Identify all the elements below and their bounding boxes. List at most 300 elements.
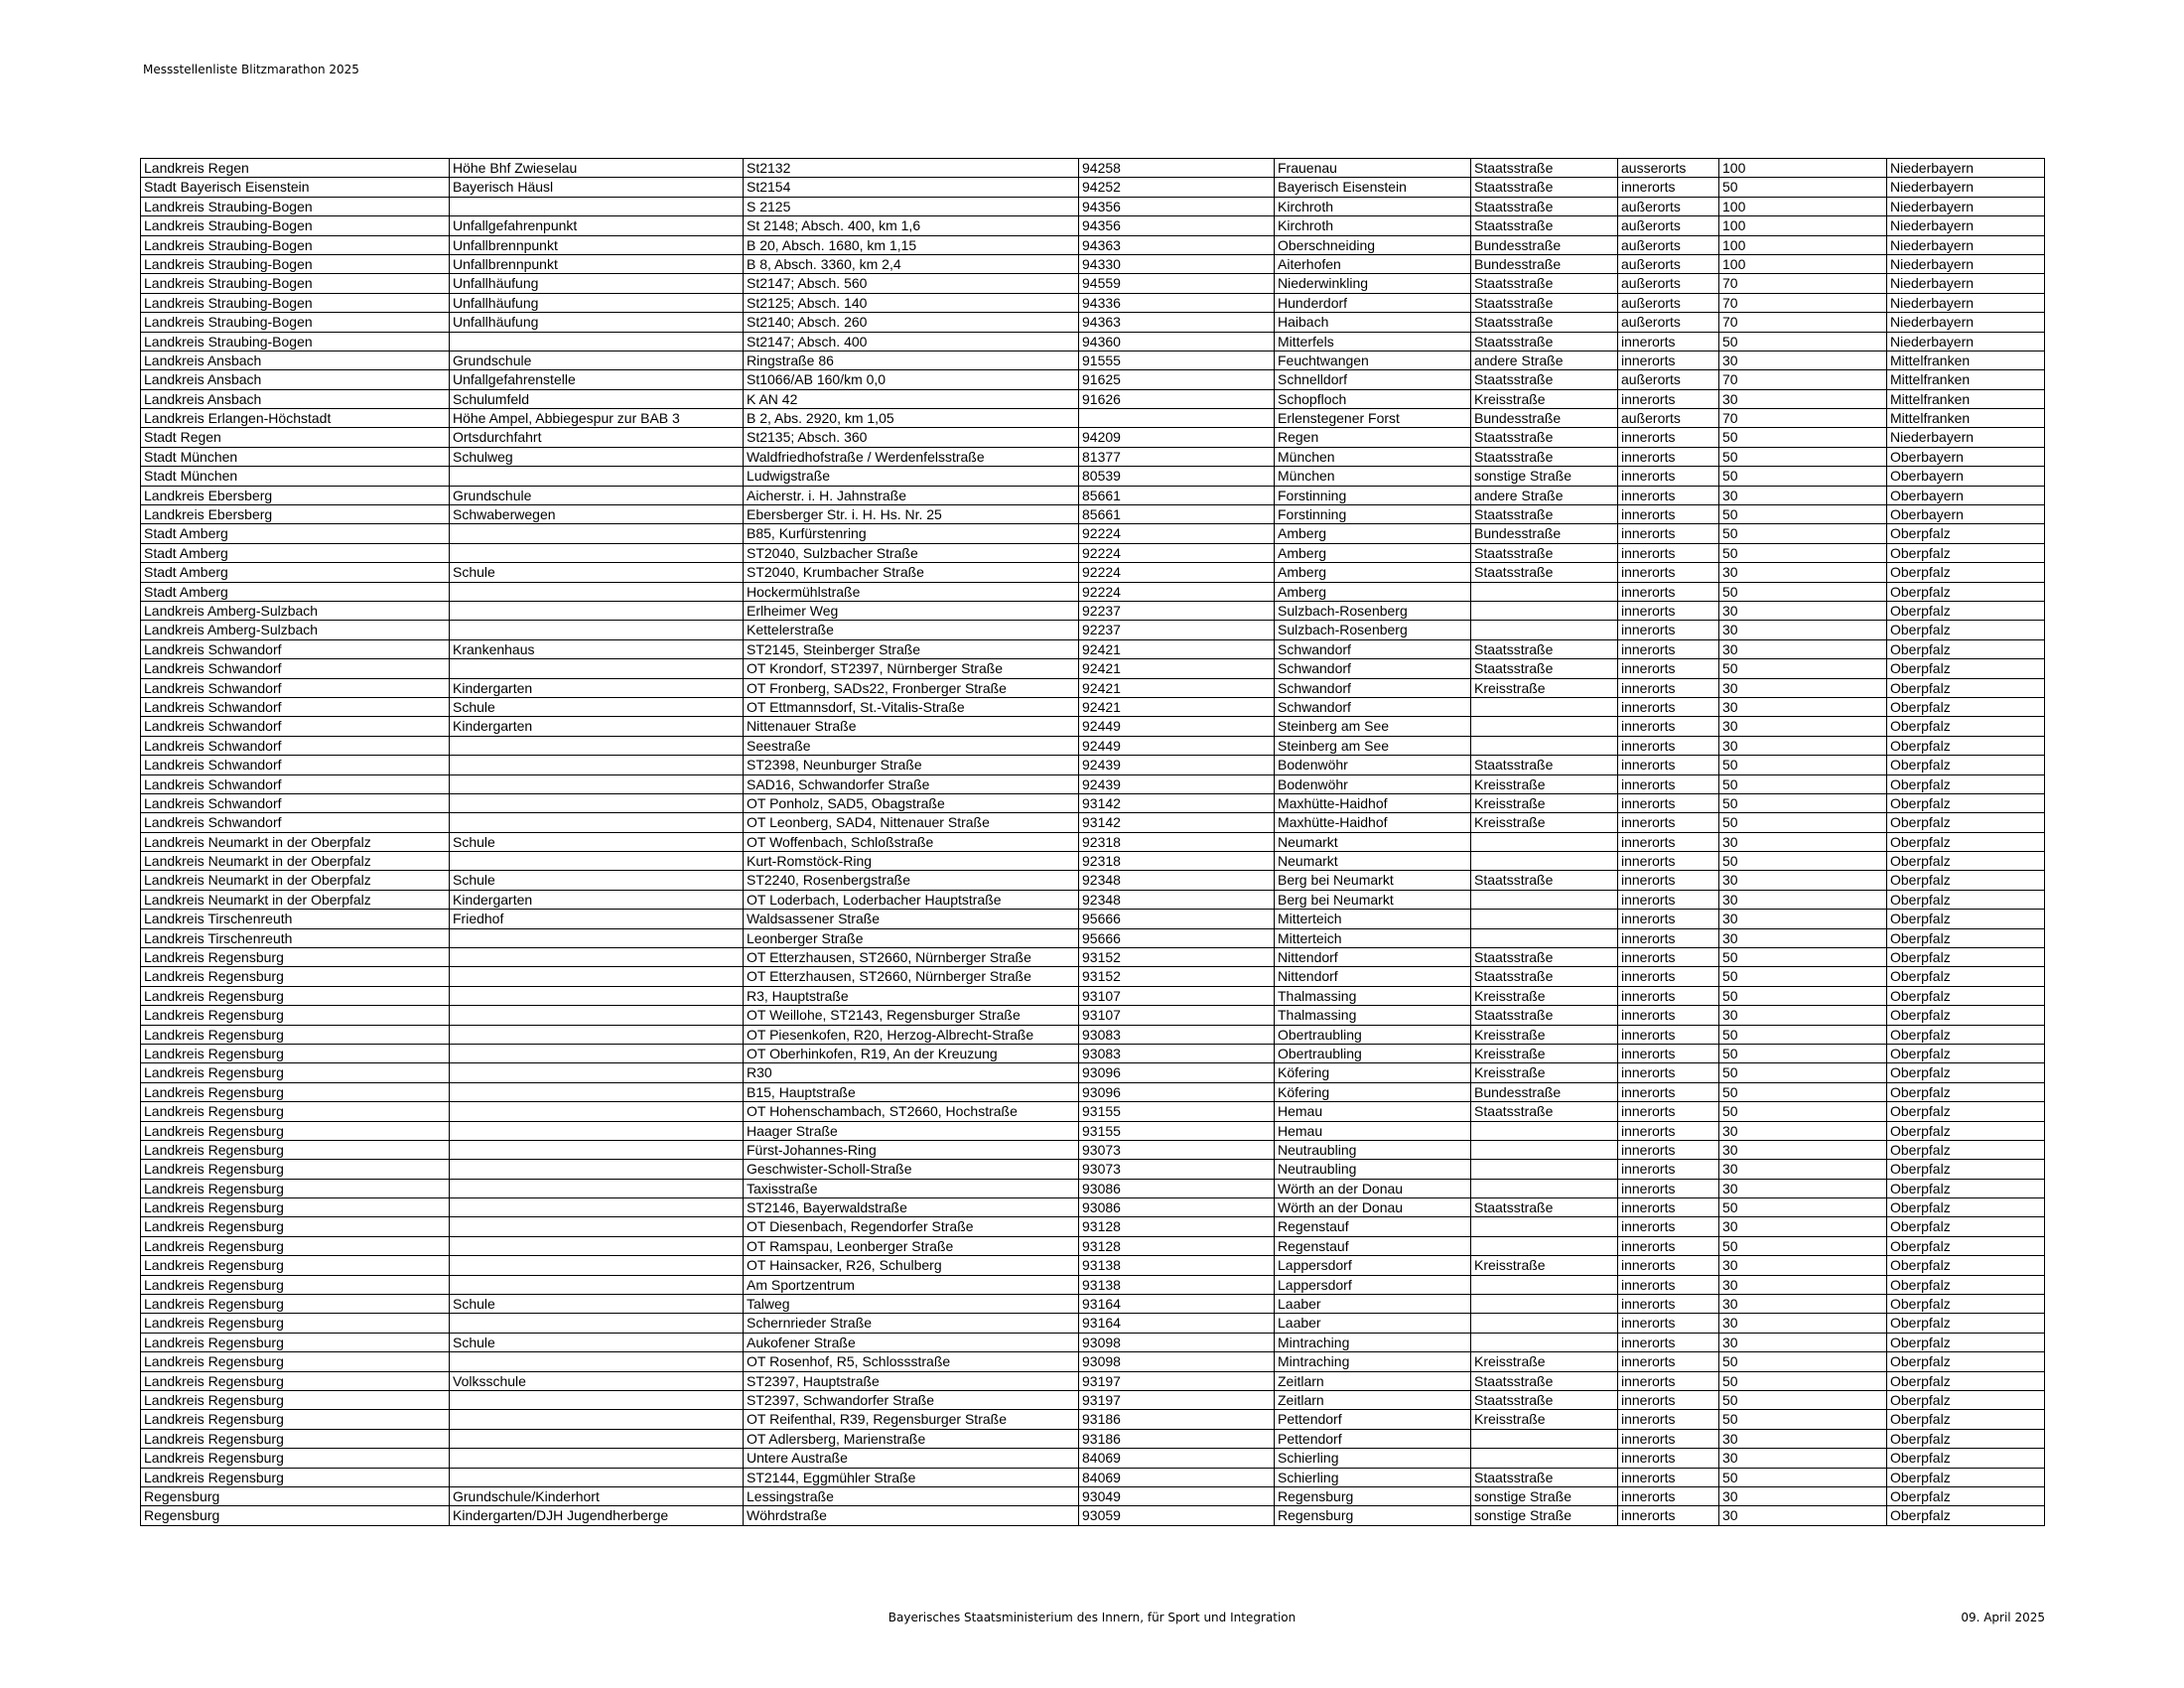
zone-cell: innerorts	[1618, 832, 1719, 851]
document-title: Messstellenliste Blitzmarathon 2025	[143, 63, 359, 76]
road-type-cell	[1471, 736, 1618, 755]
location-note-cell	[450, 736, 744, 755]
location-note-cell	[450, 1179, 744, 1197]
speed-limit-cell: 50	[1719, 1236, 1887, 1255]
street-cell: ST2040, Sulzbacher Straße	[744, 543, 1079, 562]
postal-code-cell: 94258	[1079, 159, 1275, 178]
zone-cell: innerorts	[1618, 1236, 1719, 1255]
municipality-cell: Bayerisch Eisenstein	[1275, 178, 1471, 197]
table-row	[141, 1025, 2045, 1044]
table-row	[141, 1044, 2045, 1062]
district-cell: Regensburg	[141, 1486, 450, 1505]
zone-cell: innerorts	[1618, 332, 1719, 351]
postal-code-cell: 93128	[1079, 1217, 1275, 1236]
zone-cell: innerorts	[1618, 1410, 1719, 1429]
speed-limit-cell: 50	[1719, 582, 1887, 601]
region-cell: Oberpfalz	[1887, 659, 2045, 678]
street-cell: Erlheimer Weg	[744, 601, 1079, 620]
postal-code-cell: 93164	[1079, 1295, 1275, 1314]
road-type-cell: Kreisstraße	[1471, 1025, 1618, 1044]
road-type-cell: Bundesstraße	[1471, 1082, 1618, 1101]
road-type-cell: Kreisstraße	[1471, 1256, 1618, 1275]
zone-cell: innerorts	[1618, 447, 1719, 466]
table-row	[141, 370, 2045, 389]
location-note-cell	[450, 1198, 744, 1217]
location-note-cell	[450, 1006, 744, 1025]
street-cell: St2154	[744, 178, 1079, 197]
location-note-cell	[450, 1160, 744, 1179]
street-cell: B 8, Absch. 3360, km 2,4	[744, 254, 1079, 273]
municipality-cell: Steinberg am See	[1275, 736, 1471, 755]
street-cell: OT Loderbach, Loderbacher Hauptstraße	[744, 890, 1079, 909]
table-row	[141, 736, 2045, 755]
street-cell: ST2397, Schwandorfer Straße	[744, 1391, 1079, 1410]
street-cell: St2147; Absch. 400	[744, 332, 1079, 351]
speed-limit-cell: 30	[1719, 1140, 1887, 1159]
road-type-cell	[1471, 890, 1618, 909]
speed-limit-cell: 50	[1719, 1198, 1887, 1217]
street-cell: Nittenauer Straße	[744, 717, 1079, 736]
street-cell: OT Woffenbach, Schloßstraße	[744, 832, 1079, 851]
road-type-cell: Bundesstraße	[1471, 254, 1618, 273]
district-cell: Stadt Regen	[141, 428, 450, 447]
zone-cell: innerorts	[1618, 1121, 1719, 1140]
municipality-cell: Hemau	[1275, 1121, 1471, 1140]
table-row	[141, 1333, 2045, 1351]
table-row	[141, 1468, 2045, 1486]
district-cell: Landkreis Regensburg	[141, 1006, 450, 1025]
location-note-cell	[450, 852, 744, 871]
speed-limit-cell: 30	[1719, 717, 1887, 736]
speed-limit-cell: 30	[1719, 1314, 1887, 1333]
postal-code-cell: 94360	[1079, 332, 1275, 351]
street-cell: K AN 42	[744, 389, 1079, 408]
municipality-cell: Berg bei Neumarkt	[1275, 890, 1471, 909]
zone-cell: innerorts	[1618, 813, 1719, 832]
postal-code-cell: 93073	[1079, 1140, 1275, 1159]
postal-code-cell: 91626	[1079, 389, 1275, 408]
postal-code-cell: 93059	[1079, 1506, 1275, 1525]
region-cell: Oberpfalz	[1887, 1391, 2045, 1410]
municipality-cell: Thalmassing	[1275, 1006, 1471, 1025]
zone-cell: innerorts	[1618, 1429, 1719, 1448]
speed-limit-cell: 50	[1719, 1063, 1887, 1082]
location-note-cell	[450, 813, 744, 832]
municipality-cell: Regen	[1275, 428, 1471, 447]
district-cell: Landkreis Neumarkt in der Oberpfalz	[141, 890, 450, 909]
table-row	[141, 467, 2045, 486]
postal-code-cell: 81377	[1079, 447, 1275, 466]
speed-limit-cell: 30	[1719, 890, 1887, 909]
region-cell: Oberpfalz	[1887, 1121, 2045, 1140]
street-cell: OT Diesenbach, Regendorfer Straße	[744, 1217, 1079, 1236]
municipality-cell: Nittendorf	[1275, 948, 1471, 967]
speed-limit-cell: 70	[1719, 409, 1887, 428]
municipality-cell: Thalmassing	[1275, 986, 1471, 1005]
location-note-cell: Volksschule	[450, 1371, 744, 1390]
municipality-cell: Mitterteich	[1275, 928, 1471, 947]
district-cell: Landkreis Regensburg	[141, 1025, 450, 1044]
district-cell: Landkreis Schwandorf	[141, 793, 450, 812]
location-note-cell: Schulumfeld	[450, 389, 744, 408]
postal-code-cell: 93086	[1079, 1198, 1275, 1217]
table-row	[141, 505, 2045, 524]
district-cell: Landkreis Regen	[141, 159, 450, 178]
region-cell: Mittelfranken	[1887, 389, 2045, 408]
municipality-cell: München	[1275, 447, 1471, 466]
street-cell: OT Adlersberg, Marienstraße	[744, 1429, 1079, 1448]
postal-code-cell: 94330	[1079, 254, 1275, 273]
speed-limit-cell: 30	[1719, 351, 1887, 369]
region-cell: Oberpfalz	[1887, 736, 2045, 755]
location-note-cell	[450, 543, 744, 562]
zone-cell: außerorts	[1618, 197, 1719, 215]
zone-cell: innerorts	[1618, 986, 1719, 1005]
location-note-cell	[450, 601, 744, 620]
zone-cell: innerorts	[1618, 1025, 1719, 1044]
postal-code-cell: 92421	[1079, 678, 1275, 697]
street-cell: OT Etterzhausen, ST2660, Nürnberger Straße	[744, 967, 1079, 986]
speed-limit-cell: 30	[1719, 639, 1887, 658]
district-cell: Landkreis Straubing-Bogen	[141, 274, 450, 293]
road-type-cell	[1471, 697, 1618, 716]
municipality-cell: Hunderdorf	[1275, 293, 1471, 312]
table-row	[141, 774, 2045, 793]
speed-limit-cell: 70	[1719, 370, 1887, 389]
speed-limit-cell: 50	[1719, 1391, 1887, 1410]
street-cell: ST2145, Steinberger Straße	[744, 639, 1079, 658]
location-note-cell: Grundschule	[450, 486, 744, 504]
table-row	[141, 928, 2045, 947]
postal-code-cell: 92421	[1079, 639, 1275, 658]
district-cell: Landkreis Schwandorf	[141, 813, 450, 832]
street-cell: St1066/AB 160/km 0,0	[744, 370, 1079, 389]
region-cell: Oberpfalz	[1887, 1410, 2045, 1429]
district-cell: Stadt Amberg	[141, 524, 450, 543]
road-type-cell: Kreisstraße	[1471, 1352, 1618, 1371]
road-type-cell: Staatsstraße	[1471, 159, 1618, 178]
zone-cell: innerorts	[1618, 697, 1719, 716]
municipality-cell: Schnelldorf	[1275, 370, 1471, 389]
district-cell: Landkreis Schwandorf	[141, 678, 450, 697]
location-note-cell: Krankenhaus	[450, 639, 744, 658]
postal-code-cell: 92449	[1079, 736, 1275, 755]
zone-cell: innerorts	[1618, 1371, 1719, 1390]
table-row	[141, 1486, 2045, 1505]
street-cell: OT Oberhinkofen, R19, An der Kreuzung	[744, 1044, 1079, 1062]
road-type-cell: Bundesstraße	[1471, 235, 1618, 254]
speed-limit-cell: 50	[1719, 1410, 1887, 1429]
location-note-cell	[450, 1256, 744, 1275]
speed-limit-cell: 30	[1719, 1506, 1887, 1525]
region-cell: Oberpfalz	[1887, 890, 2045, 909]
zone-cell: innerorts	[1618, 1102, 1719, 1121]
location-note-cell: Unfallgefahrenpunkt	[450, 216, 744, 235]
zone-cell: innerorts	[1618, 505, 1719, 524]
zone-cell: innerorts	[1618, 351, 1719, 369]
postal-code-cell: 94356	[1079, 197, 1275, 215]
location-note-cell: Unfallgefahrenstelle	[450, 370, 744, 389]
speed-limit-cell: 50	[1719, 659, 1887, 678]
road-type-cell: Staatsstraße	[1471, 1391, 1618, 1410]
region-cell: Oberpfalz	[1887, 1506, 2045, 1525]
postal-code-cell: 92449	[1079, 717, 1275, 736]
municipality-cell: Amberg	[1275, 563, 1471, 582]
municipality-cell: Obertraubling	[1275, 1025, 1471, 1044]
zone-cell: innerorts	[1618, 1006, 1719, 1025]
street-cell: OT Hohenschambach, ST2660, Hochstraße	[744, 1102, 1079, 1121]
region-cell: Oberpfalz	[1887, 756, 2045, 774]
district-cell: Stadt München	[141, 447, 450, 466]
street-cell: Fürst-Johannes-Ring	[744, 1140, 1079, 1159]
region-cell: Oberpfalz	[1887, 697, 2045, 716]
road-type-cell: Kreisstraße	[1471, 793, 1618, 812]
road-type-cell	[1471, 1333, 1618, 1351]
region-cell: Oberpfalz	[1887, 852, 2045, 871]
district-cell: Landkreis Straubing-Bogen	[141, 293, 450, 312]
speed-limit-cell: 50	[1719, 793, 1887, 812]
zone-cell: außerorts	[1618, 313, 1719, 332]
postal-code-cell: 93138	[1079, 1275, 1275, 1294]
speed-limit-cell: 30	[1719, 1179, 1887, 1197]
location-note-cell	[450, 524, 744, 543]
zone-cell: innerorts	[1618, 428, 1719, 447]
region-cell: Oberpfalz	[1887, 678, 2045, 697]
location-note-cell	[450, 1082, 744, 1101]
table-row	[141, 717, 2045, 736]
district-cell: Landkreis Regensburg	[141, 1256, 450, 1275]
road-type-cell	[1471, 1179, 1618, 1197]
district-cell: Landkreis Regensburg	[141, 1082, 450, 1101]
postal-code-cell: 92348	[1079, 890, 1275, 909]
zone-cell: innerorts	[1618, 1506, 1719, 1525]
municipality-cell: Lappersdorf	[1275, 1256, 1471, 1275]
street-cell: Kettelerstraße	[744, 621, 1079, 639]
speed-limit-cell: 30	[1719, 697, 1887, 716]
street-cell: B 2, Abs. 2920, km 1,05	[744, 409, 1079, 428]
municipality-cell: Regenstauf	[1275, 1217, 1471, 1236]
postal-code-cell: 80539	[1079, 467, 1275, 486]
postal-code-cell: 92224	[1079, 563, 1275, 582]
road-type-cell: Staatsstraße	[1471, 948, 1618, 967]
postal-code-cell: 93086	[1079, 1179, 1275, 1197]
location-note-cell	[450, 774, 744, 793]
region-cell: Oberpfalz	[1887, 1236, 2045, 1255]
municipality-cell: Kirchroth	[1275, 197, 1471, 215]
location-note-cell: Unfallhäufung	[450, 293, 744, 312]
location-note-cell	[450, 621, 744, 639]
speed-limit-cell: 30	[1719, 910, 1887, 928]
region-cell: Oberpfalz	[1887, 1352, 2045, 1371]
region-cell: Oberpfalz	[1887, 1140, 2045, 1159]
road-type-cell	[1471, 1217, 1618, 1236]
district-cell: Landkreis Tirschenreuth	[141, 910, 450, 928]
district-cell: Landkreis Schwandorf	[141, 697, 450, 716]
region-cell: Oberpfalz	[1887, 948, 2045, 967]
table-row	[141, 293, 2045, 312]
location-note-cell: Kindergarten/DJH Jugendherberge	[450, 1506, 744, 1525]
postal-code-cell: 93142	[1079, 793, 1275, 812]
region-cell: Oberpfalz	[1887, 639, 2045, 658]
district-cell: Landkreis Neumarkt in der Oberpfalz	[141, 832, 450, 851]
postal-code-cell: 93155	[1079, 1121, 1275, 1140]
road-type-cell	[1471, 601, 1618, 620]
zone-cell: innerorts	[1618, 582, 1719, 601]
region-cell: Mittelfranken	[1887, 370, 2045, 389]
street-cell: OT Ramspau, Leonberger Straße	[744, 1236, 1079, 1255]
speed-limit-cell: 30	[1719, 1217, 1887, 1236]
table-row	[141, 1179, 2045, 1197]
zone-cell: innerorts	[1618, 1275, 1719, 1294]
speed-limit-cell: 30	[1719, 486, 1887, 504]
region-cell: Oberbayern	[1887, 467, 2045, 486]
region-cell: Oberpfalz	[1887, 582, 2045, 601]
table-row	[141, 1275, 2045, 1294]
postal-code-cell	[1079, 409, 1275, 428]
postal-code-cell: 92421	[1079, 659, 1275, 678]
postal-code-cell: 94336	[1079, 293, 1275, 312]
postal-code-cell: 93096	[1079, 1082, 1275, 1101]
table-row	[141, 254, 2045, 273]
table-body	[141, 159, 2045, 1526]
road-type-cell: Staatsstraße	[1471, 756, 1618, 774]
district-cell: Landkreis Regensburg	[141, 1044, 450, 1062]
location-note-cell	[450, 1429, 744, 1448]
location-note-cell	[450, 1352, 744, 1371]
zone-cell: innerorts	[1618, 639, 1719, 658]
street-cell: Schernrieder Straße	[744, 1314, 1079, 1333]
district-cell: Regensburg	[141, 1506, 450, 1525]
zone-cell: ausserorts	[1618, 159, 1719, 178]
municipality-cell: Forstinning	[1275, 505, 1471, 524]
region-cell: Oberpfalz	[1887, 1025, 2045, 1044]
table-row	[141, 332, 2045, 351]
district-cell: Landkreis Regensburg	[141, 1429, 450, 1448]
street-cell: OT Krondorf, ST2397, Nürnberger Straße	[744, 659, 1079, 678]
postal-code-cell: 85661	[1079, 505, 1275, 524]
road-type-cell: Staatsstraße	[1471, 293, 1618, 312]
zone-cell: außerorts	[1618, 216, 1719, 235]
street-cell: Aicherstr. i. H. Jahnstraße	[744, 486, 1079, 504]
postal-code-cell: 92318	[1079, 852, 1275, 871]
street-cell: ST2240, Rosenbergstraße	[744, 871, 1079, 890]
measurement-table	[140, 158, 2045, 1526]
municipality-cell: Schwandorf	[1275, 639, 1471, 658]
road-type-cell: Staatsstraße	[1471, 332, 1618, 351]
street-cell: Leonberger Straße	[744, 928, 1079, 947]
speed-limit-cell: 70	[1719, 313, 1887, 332]
postal-code-cell: 93197	[1079, 1391, 1275, 1410]
municipality-cell: Mitterfels	[1275, 332, 1471, 351]
zone-cell: innerorts	[1618, 1063, 1719, 1082]
municipality-cell: Amberg	[1275, 543, 1471, 562]
road-type-cell: Kreisstraße	[1471, 813, 1618, 832]
street-cell: R30	[744, 1063, 1079, 1082]
table-row	[141, 756, 2045, 774]
district-cell: Landkreis Ansbach	[141, 389, 450, 408]
speed-limit-cell: 100	[1719, 254, 1887, 273]
municipality-cell: Obertraubling	[1275, 1044, 1471, 1062]
postal-code-cell: 92237	[1079, 621, 1275, 639]
postal-code-cell: 92318	[1079, 832, 1275, 851]
road-type-cell: Staatsstraße	[1471, 178, 1618, 197]
speed-limit-cell: 50	[1719, 774, 1887, 793]
district-cell: Landkreis Regensburg	[141, 1121, 450, 1140]
zone-cell: innerorts	[1618, 1198, 1719, 1217]
street-cell: OT Reifenthal, R39, Regensburger Straße	[744, 1410, 1079, 1429]
street-cell: Hockermühlstraße	[744, 582, 1079, 601]
region-cell: Niederbayern	[1887, 254, 2045, 273]
road-type-cell	[1471, 1275, 1618, 1294]
district-cell: Landkreis Amberg-Sulzbach	[141, 621, 450, 639]
road-type-cell	[1471, 910, 1618, 928]
region-cell: Oberpfalz	[1887, 1371, 2045, 1390]
table-row	[141, 1140, 2045, 1159]
speed-limit-cell: 50	[1719, 813, 1887, 832]
municipality-cell: Sulzbach-Rosenberg	[1275, 601, 1471, 620]
location-note-cell	[450, 332, 744, 351]
street-cell: Lessingstraße	[744, 1486, 1079, 1505]
zone-cell: innerorts	[1618, 178, 1719, 197]
district-cell: Landkreis Regensburg	[141, 1160, 450, 1179]
location-note-cell: Schule	[450, 697, 744, 716]
table-row	[141, 910, 2045, 928]
location-note-cell: Schule	[450, 871, 744, 890]
speed-limit-cell: 50	[1719, 1102, 1887, 1121]
road-type-cell: Kreisstraße	[1471, 986, 1618, 1005]
zone-cell: innerorts	[1618, 659, 1719, 678]
municipality-cell: Schwandorf	[1275, 697, 1471, 716]
district-cell: Landkreis Regensburg	[141, 1140, 450, 1159]
municipality-cell: München	[1275, 467, 1471, 486]
street-cell: S 2125	[744, 197, 1079, 215]
road-type-cell: Kreisstraße	[1471, 678, 1618, 697]
location-note-cell	[450, 1025, 744, 1044]
postal-code-cell: 95666	[1079, 928, 1275, 947]
speed-limit-cell: 30	[1719, 832, 1887, 851]
postal-code-cell: 93152	[1079, 948, 1275, 967]
district-cell: Landkreis Straubing-Bogen	[141, 313, 450, 332]
zone-cell: innerorts	[1618, 1314, 1719, 1333]
road-type-cell: Staatsstraße	[1471, 313, 1618, 332]
speed-limit-cell: 100	[1719, 197, 1887, 215]
road-type-cell: Staatsstraße	[1471, 370, 1618, 389]
zone-cell: innerorts	[1618, 621, 1719, 639]
district-cell: Landkreis Neumarkt in der Oberpfalz	[141, 852, 450, 871]
location-note-cell	[450, 793, 744, 812]
municipality-cell: Zeitlarn	[1275, 1371, 1471, 1390]
region-cell: Mittelfranken	[1887, 409, 2045, 428]
zone-cell: innerorts	[1618, 1295, 1719, 1314]
location-note-cell	[450, 756, 744, 774]
street-cell: St2140; Absch. 260	[744, 313, 1079, 332]
district-cell: Landkreis Regensburg	[141, 986, 450, 1005]
district-cell: Stadt Amberg	[141, 563, 450, 582]
region-cell: Oberpfalz	[1887, 871, 2045, 890]
road-type-cell: Bundesstraße	[1471, 409, 1618, 428]
zone-cell: innerorts	[1618, 948, 1719, 967]
postal-code-cell: 93152	[1079, 967, 1275, 986]
location-note-cell	[450, 1236, 744, 1255]
region-cell: Oberpfalz	[1887, 1082, 2045, 1101]
municipality-cell: Maxhütte-Haidhof	[1275, 793, 1471, 812]
table-row	[141, 1352, 2045, 1371]
region-cell: Oberpfalz	[1887, 986, 2045, 1005]
municipality-cell: Laaber	[1275, 1295, 1471, 1314]
speed-limit-cell: 30	[1719, 1486, 1887, 1505]
municipality-cell: Mitterteich	[1275, 910, 1471, 928]
zone-cell: innerorts	[1618, 1082, 1719, 1101]
